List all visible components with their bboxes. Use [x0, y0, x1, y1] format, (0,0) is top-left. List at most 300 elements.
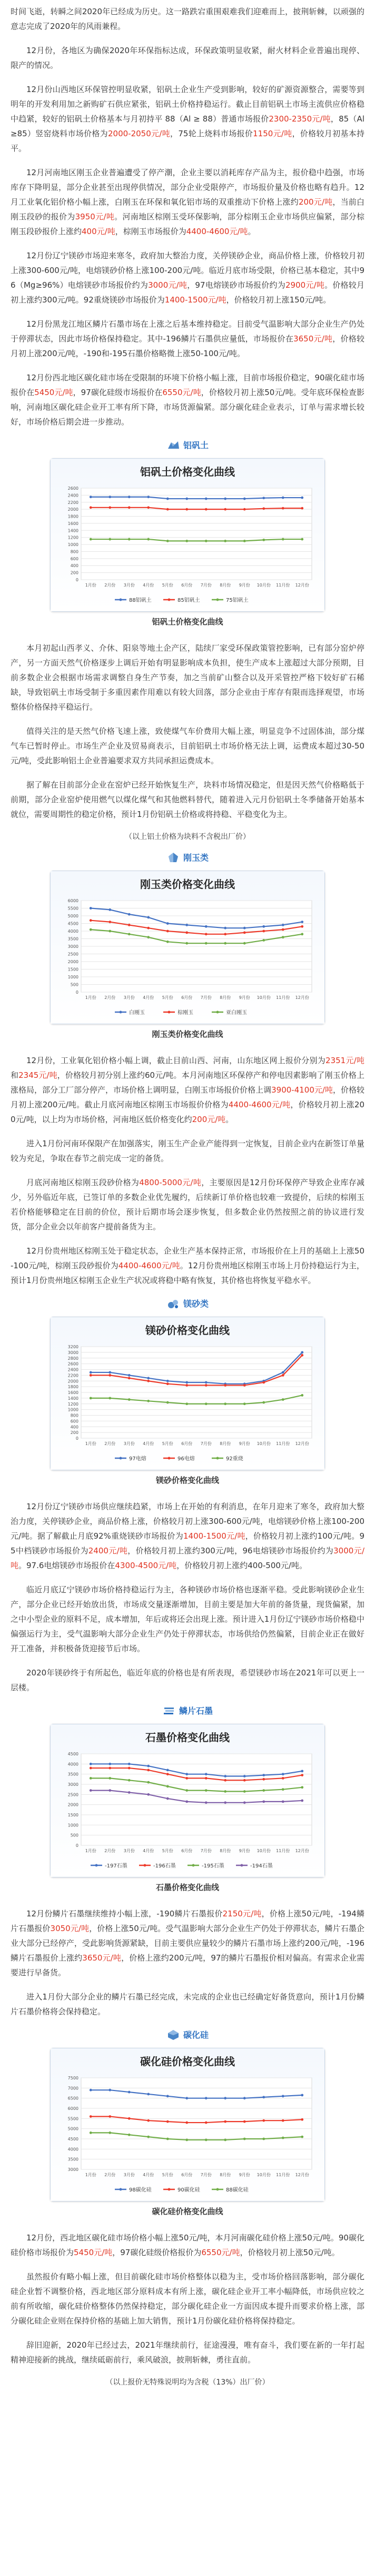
data-point — [282, 497, 284, 499]
data-point — [185, 508, 188, 511]
data-point — [108, 538, 111, 541]
paragraph — [11, 1906, 364, 1980]
x-tick-label: 6月份 — [181, 2173, 193, 2177]
data-point — [224, 933, 226, 935]
paragraph-text: 12月份辽宁镁砂市场迎来寒冬，政府加大整治力度，关停镁砂企业，商品价格上涨，价格较月初上涨300-600元/吨，电熔镁砂价格上涨100-200元/吨。临近月底市场受限，价格已基本稳定，其中96（Mg≥96%）电熔镁砂市场报价约为 — [11, 251, 364, 290]
data-point — [282, 507, 284, 510]
data-point — [128, 1377, 131, 1379]
paragraph — [11, 2230, 364, 2260]
y-tick-label: 1800 — [67, 1385, 78, 1390]
data-point — [128, 933, 131, 935]
x-tick-label: 10月份 — [256, 583, 271, 588]
y-tick-label: 500 — [70, 1833, 78, 1838]
paragraph — [11, 1989, 364, 2019]
x-tick-label: 3月份 — [123, 2173, 135, 2177]
y-tick-label: 6000 — [67, 898, 78, 903]
x-tick-label: 5月份 — [162, 995, 173, 1000]
x-tick-label: 9月份 — [239, 995, 250, 1000]
data-point — [166, 1382, 169, 1385]
price-highlight: 4400-4600元/吨 — [228, 1100, 291, 1109]
data-point — [243, 2120, 246, 2123]
x-tick-label: 10月份 — [256, 2173, 271, 2177]
y-tick-label: 4500 — [67, 921, 78, 926]
y-tick-label: 400 — [70, 563, 78, 569]
data-point — [243, 2097, 246, 2099]
data-point — [185, 1773, 188, 1775]
data-point — [224, 927, 226, 930]
paragraph-text: ，价格较月初基本持平。 — [11, 129, 364, 153]
data-point — [243, 540, 246, 542]
paragraph-text: 。价格较月初上涨约300元/吨。92重烧镁砂市场报价为 — [11, 280, 364, 305]
data-point — [166, 540, 169, 542]
paragraph-text: 进入1月份河南环保限产在加强落实，刚玉生产企业产能得到一定恢复，目前企业内在新签订单量较为充足，争取在春节之前完成一定的备货。 — [11, 1139, 364, 1163]
data-point — [128, 1767, 131, 1770]
paragraph-text: 12月份山西地区环保管控明显收紧，铝矾土企业生产受到影响，较好的矿源资源整合，需要等到明年的开发利用加之新购矿石供应紧张，铝矾土价格持稳运行。截止目前铝矾土市场主流供应价格稳中趋紧，较好的铝矾土价格基本与月初持平 88（Al ≥ 88）普通市场报价 — [11, 85, 364, 124]
paragraph-text: 12月份西北地区碳化硅市场在受限制的环境下价格小幅上涨，目前市场报价稳定，90碳化硅市场报价在 — [11, 373, 364, 397]
y-tick-label: 400 — [70, 1425, 78, 1430]
section-title: 刚玉类 — [183, 853, 209, 863]
y-tick-label: 0 — [75, 990, 78, 995]
price-highlight: 5450元/吨 — [74, 2248, 113, 2257]
price-highlight: 5450元/吨 — [34, 388, 73, 397]
data-point — [166, 941, 169, 943]
x-tick-label: 12月份 — [295, 1441, 309, 1446]
x-tick-label: 9月份 — [239, 1441, 250, 1446]
data-point — [147, 2119, 150, 2122]
paragraph-text: 月底河南地区棕刚玉段砂价格为 — [26, 1178, 140, 1187]
data-point — [185, 1800, 188, 1803]
legend-label: 75铝矾土 — [226, 598, 249, 603]
paragraph-text: ，价格上涨50元/吨，-194鳞片石墨报价 — [11, 1909, 364, 1933]
data-point — [224, 1801, 226, 1804]
paragraph-text: 和 — [11, 1070, 19, 1080]
data-point — [166, 1769, 169, 1772]
x-tick-label: 10月份 — [256, 995, 271, 1000]
paragraph — [11, 641, 364, 714]
paragraph-text: 12月河南地区刚玉企业普遍遭受了停产潮，企业主要以消耗库存产品为主，报价稳中趋强，市场库存下降明显，部分企业甚至出现停供情况，部分企业受限停产，市场报价量及价格也略有趋升。12月工业氧化铝价格小幅上涨，白刚玉在环保和氧化铝市场的双重推动下价格上涨约 — [11, 168, 364, 207]
y-tick-label: 1400 — [67, 528, 78, 533]
x-tick-label: 3月份 — [123, 583, 135, 588]
y-tick-label: 1000 — [67, 542, 78, 548]
price-highlight: 200元/吨 — [192, 1115, 226, 1124]
data-point — [205, 2122, 208, 2124]
data-point — [147, 916, 150, 919]
data-point — [166, 1785, 169, 1787]
data-point — [301, 2094, 303, 2096]
paragraph-text: 值得关注的是天然气价格飞速上涨，致使煤气车价费用大幅上涨，明显竞争不过固体油，部分煤气车已暂时停止。市场生产企业及贸易商表示，目前铝矾土市场价格无法上调，运费成本超过30-50元/吨，受此影响铝土企业普遍要求双方共同承担运费成本。 — [11, 726, 364, 765]
data-point — [90, 2131, 92, 2134]
data-point — [262, 925, 265, 928]
data-point — [108, 1397, 111, 1399]
paragraph-text: 。 — [225, 1115, 234, 1124]
x-tick-label: 5月份 — [162, 2173, 173, 2177]
y-tick-label: 200 — [70, 570, 78, 575]
data-point — [301, 538, 303, 541]
section-header — [11, 1704, 364, 1716]
data-point — [90, 1777, 92, 1780]
y-tick-label: 6000 — [67, 2106, 78, 2111]
legend-marker — [168, 1011, 171, 1014]
section-header — [11, 439, 364, 451]
paragraph-text: ，97碳化硅级市场报价在 — [73, 388, 163, 397]
y-tick-label: 2600 — [67, 486, 78, 491]
data-point — [205, 1789, 208, 1792]
data-point — [224, 2139, 226, 2141]
paragraph — [11, 370, 364, 429]
paragraph — [11, 43, 364, 73]
legend-marker — [216, 599, 219, 601]
x-tick-label: 1月份 — [85, 1441, 96, 1446]
data-point — [262, 539, 265, 541]
y-tick-label: 1000 — [67, 1407, 78, 1412]
x-tick-label: 6月份 — [181, 583, 193, 588]
data-point — [262, 2138, 265, 2140]
data-point — [128, 1763, 131, 1765]
y-tick-label: 1600 — [67, 1390, 78, 1395]
legend-label: -194石墨 — [250, 1863, 273, 1869]
x-tick-label: 9月份 — [239, 1848, 250, 1853]
paragraph-text: 12月份，西北地区碳化硅市场价格小幅上涨50元/吨，本月河南碳化硅价格上涨50元/吨。90碳化硅价格市场报价为 — [11, 2233, 364, 2257]
paragraph — [11, 1499, 364, 1573]
y-tick-label: 2800 — [67, 1356, 78, 1361]
x-tick-label: 11月份 — [276, 2173, 290, 2177]
y-tick-label: 2400 — [67, 1367, 78, 1372]
y-tick-label: 3200 — [67, 1345, 78, 1349]
price-highlight: 4800-5000元/吨 — [139, 1178, 202, 1187]
price-highlight: 2900元/吨 — [285, 280, 325, 290]
data-point — [243, 932, 246, 934]
data-point — [224, 1384, 226, 1387]
price-highlight: 2351元/吨 — [325, 1056, 365, 1065]
data-point — [205, 942, 208, 945]
data-point — [224, 2097, 226, 2099]
section-corundum — [11, 851, 364, 1288]
data-point — [108, 506, 111, 509]
data-point — [243, 942, 246, 945]
data-point — [224, 1779, 226, 1782]
y-tick-label: 1000 — [67, 1823, 78, 1828]
y-tick-label: 500 — [70, 982, 78, 987]
paragraph-text: ，价格上涨50元/吨。受气温影响大部分企业生产仍处于停滞状态，鳞片石墨企业大部分已经停产，受此影响货源紧缺，目前主要供应量较少的鳞片石墨市场上涨约200元/吨，-196鳞片石墨报价上涨约 — [11, 1924, 364, 1963]
paragraph — [11, 777, 364, 822]
legend-marker — [216, 2188, 219, 2191]
data-point — [108, 2115, 111, 2118]
data-point — [282, 2119, 284, 2122]
paragraph-text: 2020年镁砂终于有所起色，临近年底的价格也是有所表现，希望镁砂市场在2021年可以更上一层楼。 — [11, 1668, 364, 1692]
data-point — [108, 1777, 111, 1780]
data-point — [282, 1800, 284, 1803]
data-point — [128, 2134, 131, 2136]
graphite-icon — [162, 1705, 176, 1716]
section-title: 镁砂类 — [183, 1299, 209, 1309]
x-tick-label: 12月份 — [295, 583, 309, 588]
paragraph-text: 12月份鳞片石墨继续维持小幅上涨，-190鳞片石墨报价 — [26, 1909, 223, 1918]
data-point — [166, 1380, 169, 1382]
data-point — [108, 496, 111, 498]
y-tick-label: 2200 — [67, 1373, 78, 1378]
legend-marker — [216, 1457, 219, 1460]
legend-marker — [120, 2188, 122, 2191]
x-tick-label: 5月份 — [162, 1848, 173, 1853]
data-point — [128, 913, 131, 916]
section-title: 碳化硅 — [183, 2030, 209, 2040]
x-tick-label: 3月份 — [123, 1441, 135, 1446]
data-point — [205, 1402, 208, 1405]
paragraph-text: 。河南地区棕刚玉受环保影响，部分棕刚玉企业市场供应偏紧，部分棕刚玉段砂报价上涨约 — [11, 212, 364, 236]
data-point — [147, 2136, 150, 2138]
data-point — [301, 1786, 303, 1789]
x-tick-label: 12月份 — [295, 1848, 309, 1853]
data-point — [301, 1351, 303, 1353]
section-header — [11, 2028, 364, 2040]
data-point — [301, 925, 303, 928]
data-point — [243, 2138, 246, 2140]
data-point — [301, 497, 303, 499]
price-highlight: 2300-2350元/吨 — [269, 114, 331, 124]
x-tick-label: 2月份 — [104, 2173, 116, 2177]
price-note: （以上报价无特殊说明均为含税（13%）出厂价） — [105, 2378, 270, 2387]
data-point — [282, 1773, 284, 1775]
x-tick-label: 4月份 — [143, 1441, 154, 1446]
chart-caption: 镁砂价格变化曲线 — [155, 1476, 219, 1485]
paragraph-text: 。97.6电熔镁砂市场报价在 — [18, 1561, 115, 1570]
data-point — [166, 2120, 169, 2123]
chart-container — [50, 1724, 325, 1877]
x-tick-label: 1月份 — [85, 1848, 96, 1853]
data-point — [282, 1777, 284, 1780]
data-point — [128, 1779, 131, 1782]
y-tick-label: 200 — [70, 1430, 78, 1436]
data-point — [205, 1801, 208, 1804]
x-tick-label: 3月份 — [123, 1848, 135, 1853]
y-tick-label: 5500 — [67, 2116, 78, 2122]
price-highlight: 2150元/吨 — [222, 1909, 262, 1918]
legend-marker — [95, 1864, 98, 1867]
paragraph-text: ，75轮上烧料市场报价 — [170, 129, 253, 138]
y-tick-label: 1000 — [67, 975, 78, 979]
data-point — [128, 924, 131, 926]
section-header — [11, 851, 364, 863]
paragraph-text: ，价格较月初上涨50元/吨。 — [240, 2248, 340, 2257]
data-point — [205, 2139, 208, 2141]
data-point — [282, 1788, 284, 1791]
data-point — [185, 1789, 188, 1792]
data-point — [262, 497, 265, 499]
paragraph-text: ，价格较月初上涨200元/吨。截止月底河南地区棕刚玉市场报价价格为 — [11, 1085, 364, 1109]
price-highlight: 2345元/吨 — [18, 1070, 57, 1080]
paragraph-text: ，价格较月初上涨200元/吨，-190和-195石墨价格略微上涨50-100元/吨。 — [11, 334, 364, 358]
paragraph-text: ，主要原因是12月份环保停产导致企业库存减少，另外临近年底，已签订单的多数企业优先履约，后续新订单价格也较难一致提价，后续的棕刚玉若价格能够稳定在目前的价位，预计后期市场会逐步恢复，但多数企业仍然按照之前的协议进行发货，部分企业会以年前客户提前备货为主。 — [11, 1178, 364, 1231]
paragraph — [11, 317, 364, 361]
legend-label: 96电熔 — [177, 1456, 195, 1462]
x-tick-label: 6月份 — [181, 995, 193, 1000]
x-tick-label: 6月份 — [181, 1441, 193, 1446]
paragraph — [11, 1175, 364, 1234]
data-point — [90, 1374, 92, 1377]
section-sic — [11, 2028, 364, 2387]
x-tick-label: 1月份 — [85, 2173, 96, 2177]
data-point — [224, 1402, 226, 1405]
y-tick-label: 3000 — [67, 1350, 78, 1355]
paragraph-text: 辞旧迎新，2020年已经过去，2021年继续前行，征途漫漫，唯有奋斗，我们要在新的一年打起精神迎接新的挑战，继续砥砺前行，乘风破浪，披荆斩棘，勇往直前。 — [11, 2340, 364, 2365]
x-tick-label: 8月份 — [220, 1848, 231, 1853]
price-highlight: 3650元/吨 — [82, 1953, 122, 1963]
y-tick-label: 3000 — [67, 944, 78, 949]
paragraph — [11, 165, 364, 239]
data-point — [147, 1380, 150, 1382]
x-tick-label: 11月份 — [276, 1848, 290, 1853]
data-point — [243, 1801, 246, 1804]
plot-area — [81, 2078, 312, 2169]
data-point — [147, 936, 150, 938]
legend-marker — [192, 1864, 195, 1867]
legend-label: 90碳化硅 — [177, 2187, 200, 2193]
data-point — [90, 1397, 92, 1399]
legend-marker — [168, 599, 171, 601]
line-chart — [51, 459, 324, 611]
legend-label: 白刚玉 — [129, 1010, 145, 1016]
x-tick-label: 7月份 — [200, 2173, 212, 2177]
data-point — [301, 1354, 303, 1357]
corundum-icon — [166, 852, 180, 863]
data-point — [262, 2119, 265, 2122]
data-point — [185, 540, 188, 542]
price-highlight: 3050元/吨 — [50, 1924, 90, 1933]
data-point — [205, 1773, 208, 1775]
data-point — [205, 1381, 208, 1384]
section-magnesia — [11, 1297, 364, 1695]
data-point — [282, 1374, 284, 1377]
data-point — [262, 1774, 265, 1776]
data-point — [282, 2095, 284, 2097]
data-point — [301, 507, 303, 510]
y-tick-label: 2600 — [67, 1361, 78, 1367]
data-point — [166, 1401, 169, 1404]
data-point — [185, 942, 188, 945]
y-tick-label: 0 — [75, 1436, 78, 1441]
paragraph-text: ，价格较月初上涨约400-500元/吨。 — [176, 1561, 307, 1570]
y-tick-label: 4000 — [67, 1762, 78, 1767]
data-point — [301, 1800, 303, 1802]
data-point — [90, 907, 92, 910]
y-tick-label: 2000 — [67, 959, 78, 964]
x-tick-label: 6月份 — [181, 1848, 193, 1853]
x-tick-label: 12月份 — [295, 995, 309, 1000]
line-chart — [51, 1724, 324, 1877]
data-point — [301, 2118, 303, 2121]
y-tick-label: 7000 — [67, 2086, 78, 2091]
data-point — [301, 1774, 303, 1776]
data-point — [108, 1371, 111, 1374]
section-header — [11, 1297, 364, 1309]
price-highlight: 6550元/吨 — [201, 2248, 240, 2257]
x-tick-label: 4月份 — [143, 2173, 154, 2177]
data-point — [166, 930, 169, 933]
x-tick-label: 2月份 — [104, 995, 116, 1000]
legend-label: 88铝矾土 — [129, 598, 152, 603]
paragraph-text: 12月份贵州地区棕刚玉处于稳定状态，企业生产基本保持正常，市场报价在上月的基础上上涨50-100元/吨，棕刚玉段砂报价为 — [11, 1246, 364, 1270]
data-point — [282, 538, 284, 541]
paragraph — [11, 82, 364, 156]
data-point — [108, 2131, 111, 2134]
data-point — [128, 2117, 131, 2120]
paragraph-text: 临近月底辽宁镁砂市场价格持稳运行为主，各种镁砂市场价格也逐渐平稳。受此影响镁砂企业生产，部分企业已经开始放出货，市场成交量逐渐增加，目前主要是加大年前的备货量，现货偏紧，加之中小型企业的原料不足，成本增加，年后或将还会出现上涨。预计进入1月份辽宁镁砂市场价格稳中偏强运行为主，受气温影响大部分企业生产仍处于停滞状态，市场供给仍然偏紧，目前企业正在做好开工准备，并积极备货迎接节后市场。 — [11, 1585, 364, 1653]
data-point — [185, 1384, 188, 1387]
paragraph — [11, 1582, 364, 1656]
data-point — [224, 1775, 226, 1777]
chart-caption: 铝矾土价格变化曲线 — [152, 617, 223, 627]
data-point — [205, 925, 208, 928]
price-highlight: 1150元/吨 — [253, 129, 292, 138]
x-tick-label: 3月份 — [123, 995, 135, 1000]
x-tick-label: 7月份 — [200, 1441, 212, 1446]
data-point — [243, 498, 246, 500]
data-point — [262, 1401, 265, 1404]
data-point — [301, 1394, 303, 1397]
price-highlight: 4400-4600元/吨 — [186, 227, 248, 236]
y-tick-label: 0 — [75, 1843, 78, 1848]
data-point — [90, 538, 92, 541]
paragraph — [11, 1053, 364, 1127]
data-point — [90, 1767, 92, 1770]
data-point — [90, 1789, 92, 1792]
legend-marker — [120, 1457, 122, 1460]
data-point — [166, 508, 169, 511]
data-point — [128, 1398, 131, 1401]
legend-label: -196石墨 — [153, 1863, 176, 1869]
price-highlight: 3000元/吨 — [148, 280, 188, 290]
price-highlight: 4400-4600元/吨 — [118, 1261, 180, 1270]
data-point — [262, 507, 265, 510]
data-point — [128, 1791, 131, 1794]
legend-label: -197石墨 — [105, 1863, 127, 1869]
paragraph-text: 本月初起山西孝义、介休、阳泉等地土企产区，陆续厂家受环保政策管控影响，已有部分窑炉停产，另一方面天然气价格逐步上调后开始有明显影响成本负担，使生产成本上涨超过大部分预期，目前多数企业会根据市场需求调整自身生产节奏，加之当前矿山整合以及开采管控严格下较好矿石稀缺，导致铝矾土市场受制于多重因素作用难以有较大回落，部分企业由于库存有限而选择观望，市场整体价格保持平稳运行。 — [11, 643, 364, 712]
chart-container — [50, 871, 325, 1024]
data-point — [147, 496, 150, 498]
y-tick-label: 1600 — [67, 521, 78, 526]
y-tick-label: 800 — [70, 1413, 78, 1418]
data-point — [224, 1790, 226, 1793]
price-highlight: 6550元/吨 — [162, 388, 201, 397]
x-tick-label: 4月份 — [143, 583, 154, 588]
y-tick-label: 1200 — [67, 1401, 78, 1407]
data-point — [224, 508, 226, 511]
y-tick-label: 3000 — [67, 2167, 78, 2172]
data-point — [108, 2089, 111, 2092]
y-tick-label: 1200 — [67, 535, 78, 540]
y-tick-label: 5000 — [67, 2126, 78, 2131]
paragraph — [11, 2338, 364, 2367]
data-point — [224, 540, 226, 542]
data-point — [224, 2120, 226, 2123]
x-tick-label: 7月份 — [200, 1848, 212, 1853]
data-point — [128, 538, 131, 541]
data-point — [185, 924, 188, 926]
data-point — [185, 498, 188, 500]
paragraph-text: ，85（Al≥85）竖窑烧料市场价格为 — [11, 114, 364, 138]
y-tick-label: 2400 — [67, 493, 78, 498]
data-point — [90, 919, 92, 922]
y-tick-label: 3500 — [67, 936, 78, 942]
paragraph-text: ，价格上涨约200元/吨，97的鳞片石墨报价相对偏高。有需求企业需要进行早备货。 — [11, 1953, 364, 1977]
paragraph-text: 。 — [248, 227, 256, 236]
legend-label: 97电熔 — [129, 1456, 146, 1462]
x-tick-label: 8月份 — [220, 583, 231, 588]
paragraph-text: 据了解在目前部分企业在窑炉已经开始恢复生产，块料市场情况稳定，但是因天然气价格略低于前期，部分企业窑炉使用燃气以煤化煤气和其他燃料替代，随着进入元月份铝矾土冬季储备开始基本就位，需要周期性的稳定价格，预计1月份铝矾土价格或将持稳、平稳变化为主。 — [11, 780, 364, 819]
y-tick-label: 4500 — [67, 2137, 78, 2141]
y-tick-label: 6500 — [67, 2096, 78, 2101]
data-point — [147, 1400, 150, 1402]
